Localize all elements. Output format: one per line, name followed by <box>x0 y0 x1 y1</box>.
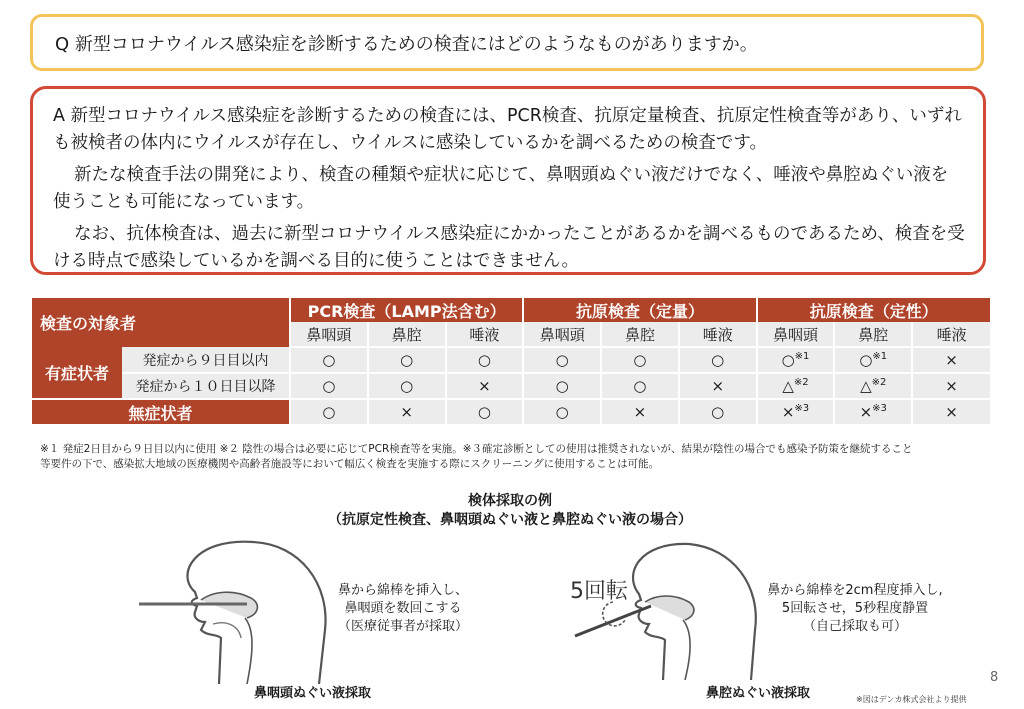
table-cell: △$^{※2}$ <box>834 373 912 399</box>
table-cell: ○ <box>446 347 524 373</box>
table-cell: ×$^{※3}$ <box>757 399 835 425</box>
table-row <box>32 347 990 373</box>
footnote-mark: ※2 <box>793 377 809 388</box>
subheader: 鼻咽頭 <box>757 322 835 347</box>
table-row <box>32 399 990 425</box>
table-cell: ○ <box>368 373 446 399</box>
subheader: 唾液 <box>679 322 757 347</box>
question-box <box>30 14 984 71</box>
image-credit: ※図はデンカ株式会社より提供 <box>856 695 967 704</box>
row-label: 発症から１０日目以降 <box>122 373 290 399</box>
table-cell: ○$^{※1}$ <box>757 347 835 373</box>
answer-paragraph-1: A 新型コロナウイルス感染症を診断するための検査には、PCR検査、抗原定量検査、抗原定性検査等があり、いずれも被検者の体内にウイルスが存在し、ウイルスに感染しているかを調べるための検査です。 <box>53 106 962 153</box>
table-cell: × <box>446 373 524 399</box>
question-text: Q 新型コロナウイルス感染症を診断するための検査にはどのようなものがありますか。 <box>55 33 758 55</box>
subheader: 鼻腔 <box>834 322 912 347</box>
table-cell: △$^{※2}$ <box>757 373 835 399</box>
table-cell: ○ <box>446 399 524 425</box>
table-cell: × <box>912 347 990 373</box>
table-cell: ○$^{※1}$ <box>834 347 912 373</box>
table-cell: ○ <box>290 399 368 425</box>
answer-paragraph-2: 新たな検査手法の開発により、検査の種類や症状に応じて、鼻咽頭ぬぐい液だけでなく、唾液や鼻腔ぬぐい液を使うことも可能になっています。 <box>53 165 949 212</box>
nasopharyngeal-illustration <box>135 534 335 684</box>
answer-paragraph-3: なお、抗体検査は、過去に新型コロナウイルス感染症にかかったことがあるかを調べるものであるため、検査を受ける時点で感染しているかを調べる目的に使うことはできません。 <box>53 224 965 271</box>
table-cell: ○ <box>290 373 368 399</box>
nasal-illustration <box>565 540 765 680</box>
header-pcr: PCR検査（LAMP法含む） <box>290 298 523 322</box>
page-number: 8 <box>990 670 999 685</box>
table-cell: ○ <box>523 399 601 425</box>
table-cell: ○ <box>368 347 446 373</box>
subheader: 鼻咽頭 <box>290 322 368 347</box>
footnote-mark: ※1 <box>794 351 810 362</box>
table-corner: 検査の対象者 <box>32 298 290 347</box>
category-asymptomatic: 無症状者 <box>32 399 290 425</box>
left-caption: 鼻から綿棒を挿入し、 鼻咽頭を数回こする （医療従事者が採取） <box>337 583 468 634</box>
table-cell: ○ <box>523 373 601 399</box>
footnote-line-1: ※１ 発症2日目から９日目以内に使用 ※２ 陰性の場合は必要に応じてPCR検査等を実施。※３確定診断としての使用は推奨されないが、結果が陰性の場合でも感染予防策を継続すること <box>40 443 913 455</box>
table-cell: ○ <box>601 347 679 373</box>
table-cell: ○ <box>523 347 601 373</box>
row-label: 発症から９日目以内 <box>122 347 290 373</box>
table-cell: ○ <box>601 373 679 399</box>
table-cell: ○ <box>679 399 757 425</box>
table-cell: × <box>601 399 679 425</box>
table-cell: × <box>912 399 990 425</box>
footnote-mark: ※1 <box>872 351 888 362</box>
footnote-mark: ※3 <box>794 403 810 414</box>
header-antigen-quant: 抗原検査（定量） <box>523 298 756 322</box>
category-symptomatic: 有症状者 <box>32 347 122 399</box>
header-antigen-qual: 抗原検査（定性） <box>757 298 990 322</box>
left-figure-label: 鼻咽頭ぬぐい液採取 <box>254 686 372 701</box>
example-heading: 検体採取の例 <box>468 493 552 509</box>
table-cell: × <box>679 373 757 399</box>
subheader: 鼻腔 <box>368 322 446 347</box>
footnote-mark: ※2 <box>871 377 887 388</box>
rotate-label: 5回転 <box>570 579 628 604</box>
right-caption: 鼻から綿棒を2cm程度挿入し, 5回転させ，5秒程度静置 （自己採取も可） <box>767 583 943 634</box>
footnotes <box>40 442 990 472</box>
table-cell: ×$^{※3}$ <box>834 399 912 425</box>
subheader: 唾液 <box>446 322 524 347</box>
test-table <box>32 298 990 426</box>
footnote-line-2: 等要件の下で、感染拡大地域の医療機関や高齢者施設等において幅広く検査を実施する際にスクリーニングに使用することは可能。 <box>40 458 660 470</box>
table-cell: ○ <box>679 347 757 373</box>
footnote-mark: ※3 <box>872 403 887 414</box>
subheader: 鼻腔 <box>601 322 679 347</box>
subheader: 唾液 <box>912 322 990 347</box>
right-figure-label: 鼻腔ぬぐい液採取 <box>706 686 811 701</box>
table-cell: ○ <box>290 347 368 373</box>
example-title <box>300 492 720 530</box>
example-subheading: （抗原定性検査、鼻咽頭ぬぐい液と鼻腔ぬぐい液の場合） <box>328 512 692 528</box>
table-row <box>32 373 990 399</box>
answer-box <box>30 86 986 275</box>
table-cell: × <box>912 373 990 399</box>
table-cell: × <box>368 399 446 425</box>
subheader: 鼻咽頭 <box>523 322 601 347</box>
